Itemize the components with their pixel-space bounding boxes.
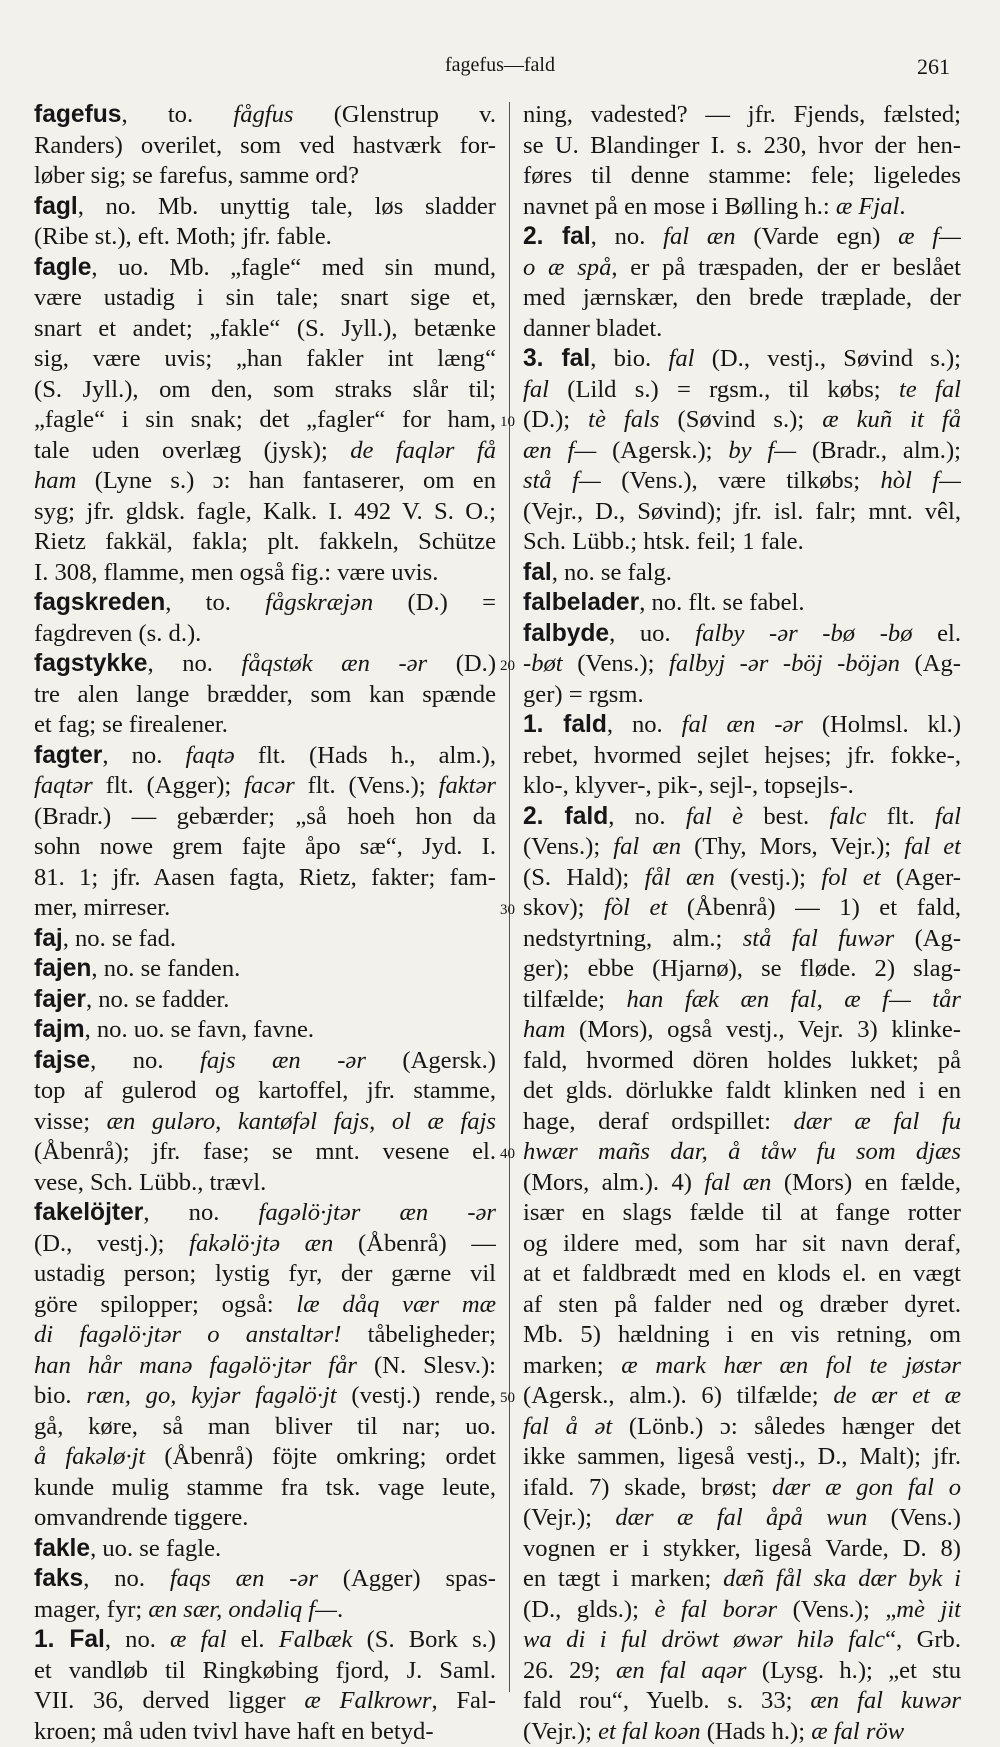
text-line: tale uden overlæg (jysk); de faqlər få (34, 436, 496, 467)
text-line: 3. fal, bio. fal (D., vestj., Søvind s.); (523, 344, 961, 375)
text-line: med jærnskær, den brede træplade, der (523, 283, 961, 314)
text-line: (D., vestj.); fakəlö·jtə æn (Åbenrå) — (34, 1229, 496, 1260)
text-line: 1. Fal, no. æ fal el. Falbæk (S. Bork s.) (34, 1625, 496, 1656)
text-line: klo-, klyver-, pik-, sejl-, topsejls-. (523, 771, 961, 802)
text-line: løber sig; se farefus, samme ord? (34, 161, 496, 192)
text-line: Sch. Lübb.; htsk. feil; 1 fale. (523, 527, 961, 558)
text-line: 2. fald, no. fal è best. falc flt. fal (523, 802, 961, 833)
text-line: 2. fal, no. fal æn (Varde egn) æ f— (523, 222, 961, 253)
text-line: ger); ebbe (Hjarnø), se fløde. 2) slag- (523, 954, 961, 985)
text-line: være ustadig i sin tale; snart sige et, (34, 283, 496, 314)
text-line: faj, no. se fad. (34, 924, 496, 955)
text-line: fakelöjter, no. fagəlö·jtər æn -ər (34, 1198, 496, 1229)
text-line: vese, Sch. Lübb., trævl. (34, 1168, 496, 1199)
text-line: fagefus, to. fågfus (Glenstrup v. (34, 100, 496, 131)
text-line: fal (Lild s.) = rgsm., til købs; te fal (523, 375, 961, 406)
line-number: 50 (500, 1390, 515, 1407)
text-line: fald, hvormed dören holdes lukket; på (523, 1046, 961, 1077)
text-line: bio. ræn, go, kyjər fagəlö·jt (vestj.) rende, (34, 1381, 496, 1412)
text-line: han hår manə fagəlö·jtər får (N. Slesv.): (34, 1351, 496, 1382)
text-line: -bøt (Vens.); falbyj -ər -böj -böjən (Ag- (523, 649, 961, 680)
text-line: æn f— (Agersk.); by f— (Bradr., alm.); (523, 436, 961, 467)
text-line: (Mors, alm.). 4) fal æn (Mors) en fælde, (523, 1168, 961, 1199)
text-line: fal, no. se falg. (523, 558, 961, 589)
text-line: (Ribe st.), eft. Moth; jfr. fable. (34, 222, 496, 253)
text-line: ger) = rgsm. (523, 680, 961, 711)
text-line: fakle, uo. se fagle. (34, 1534, 496, 1565)
text-line: fagdreven (s. d.). (34, 619, 496, 650)
text-line: Mb. 5) hældning i en vis retning, om (523, 1320, 961, 1351)
running-title: fagefus—fald (0, 54, 1000, 77)
text-line: stå f— (Vens.), være tilkøbs; hòl f— (523, 466, 961, 497)
text-line: fajse, no. fajs æn -ər (Agersk.) (34, 1046, 496, 1077)
column-rule (509, 102, 510, 1692)
text-line: og ildere med, som har sit navn deraf, (523, 1229, 961, 1260)
text-line: (Vejr.); et fal koən (Hads h.); æ fal röw (523, 1717, 961, 1747)
text-line: omvandrende tiggere. (34, 1503, 496, 1534)
text-line: (D., glds.); è fal borər (Vens.); „mè jit (523, 1595, 961, 1626)
text-line: sohn nowe grem fajte åpo sæ“, Jyd. I. (34, 832, 496, 863)
text-line: hage, deraf ordspillet: dær æ fal fu (523, 1107, 961, 1138)
text-line: fagstykke, no. fåqstøk æn -ər (D.) (34, 649, 496, 680)
text-line: top af gulerod og kartoffel, jfr. stamme, (34, 1076, 496, 1107)
text-line: føres til denne stamme: fele; ligeledes (523, 161, 961, 192)
text-line: I. 308, flamme, men også fig.: være uvis. (34, 558, 496, 589)
text-line: ham (Mors), også vestj., Vejr. 3) klinke- (523, 1015, 961, 1046)
text-line: (Bradr.) — gebærder; „så hoeh hon da (34, 802, 496, 833)
text-line: 26. 29; æn fal aqər (Lysg. h.); „et stu (523, 1656, 961, 1687)
text-line: en tægt i marken; dæñ fål ska dær byk i (523, 1564, 961, 1595)
text-line: (Vejr.); dær æ fal åpå wun (Vens.) (523, 1503, 961, 1534)
text-line: 81. 1; jfr. Aasen fagta, Rietz, fakter; fam- (34, 863, 496, 894)
text-line: fajen, no. se fanden. (34, 954, 496, 985)
text-line: fagl, no. Mb. unyttig tale, løs sladder (34, 192, 496, 223)
text-line: Rietz fakkäl, fakla; plt. fakkeln, Schütze (34, 527, 496, 558)
text-line: Randers) overilet, som ved hastværk for- (34, 131, 496, 162)
line-number: 30 (500, 902, 515, 919)
text-line: wa di i ful dröwt øwər hilə falc“, Grb. (523, 1625, 961, 1656)
text-line: (D.); tè fals (Søvind s.); æ kuñ it få (523, 405, 961, 436)
text-line: faks, no. faqs æn -ər (Agger) spas- (34, 1564, 496, 1595)
right-column (523, 100, 961, 1747)
text-line: (Åbenrå); jfr. fase; se mnt. vesene el. (34, 1137, 496, 1168)
text-line: snart et andet; „fakle“ (S. Jyll.), betænke (34, 314, 496, 345)
line-number: 40 (500, 1146, 515, 1163)
text-line: gå, køre, så man bliver til nar; uo. (34, 1412, 496, 1443)
text-line: rebet, hvormed sejlet hejses; jfr. fokke-, (523, 741, 961, 772)
text-line: danner bladet. (523, 314, 961, 345)
text-line: göre spilopper; også: læ dåq vær mæ (34, 1290, 496, 1321)
text-line: ikke sammen, ligeså vestj., D., Malt); jfr. (523, 1442, 961, 1473)
text-line: „fagle“ i sin snak; det „fagler“ for ham, (34, 405, 496, 436)
text-line: kunde mulig stamme fra tsk. vage leute, (34, 1473, 496, 1504)
text-line: navnet på en mose i Bølling h.: æ Fjal. (523, 192, 961, 223)
text-line: falbyde, uo. falby -ər -bø -bø el. (523, 619, 961, 650)
text-line: marken; æ mark hær æn fol te jøstər (523, 1351, 961, 1382)
text-line: ham (Lyne s.) ɔ: han fantaserer, om en (34, 466, 496, 497)
text-line: se U. Blandinger I. s. 230, hvor der hen- (523, 131, 961, 162)
text-line: mager, fyr; æn sær, ondəliq f—. (34, 1595, 496, 1626)
text-line: (S. Jyll.), om den, som straks slår til; (34, 375, 496, 406)
text-line: syg; jfr. gldsk. fagle, Kalk. I. 492 V. S. O.; (34, 497, 496, 528)
text-line: tilfælde; han fæk æn fal, æ f— tår (523, 985, 961, 1016)
text-line: skov); fòl et (Åbenrå) — 1) et fald, (523, 893, 961, 924)
text-line: fagle, uo. Mb. „fagle“ med sin mund, (34, 253, 496, 284)
text-line: kroen; må uden tvivl have haft en betyd- (34, 1717, 496, 1747)
left-column (34, 100, 496, 1747)
text-line: fajm, no. uo. se favn, favne. (34, 1015, 496, 1046)
page-number: 261 (917, 54, 950, 80)
text-line: et fag; se firealener. (34, 710, 496, 741)
text-line: o æ spå, er på træspaden, der er beslået (523, 253, 961, 284)
text-line: di fagəlö·jtər o anstaltər! tåbeligheder; (34, 1320, 496, 1351)
text-line: ifald. 7) skade, brøst; dær æ gon fal o (523, 1473, 961, 1504)
text-line: fagter, no. faqtə flt. (Hads h., alm.), (34, 741, 496, 772)
text-line: mer, mirreser. (34, 893, 496, 924)
text-line: tre alen lange brædder, som kan spænde (34, 680, 496, 711)
text-line: fald rou“, Yuelb. s. 33; æn fal kuwər (523, 1686, 961, 1717)
text-line: faqtər flt. (Agger); facər flt. (Vens.); faktər (34, 771, 496, 802)
text-line: nedstyrtning, alm.; stå fal fuwər (Ag- (523, 924, 961, 955)
text-line: fajer, no. se fadder. (34, 985, 496, 1016)
text-line: å fakəlø·jt (Åbenrå) föjte omkring; ordet (34, 1442, 496, 1473)
text-line: at et faldbrædt med en klods el. en vægt (523, 1259, 961, 1290)
text-line: sig, være uvis; „han fakler int læng“ (34, 344, 496, 375)
text-line: af sten på falder ned og dræber dyret. (523, 1290, 961, 1321)
text-line: falbelader, no. flt. se fabel. (523, 588, 961, 619)
text-line: (S. Hald); fål æn (vestj.); fol et (Ager- (523, 863, 961, 894)
text-line: det glds. dörlukke faldt klinken ned i en (523, 1076, 961, 1107)
text-line: 1. fald, no. fal æn -ər (Holmsl. kl.) (523, 710, 961, 741)
text-line: især en slags fælde til at fange rotter (523, 1198, 961, 1229)
text-line: (Agersk., alm.). 6) tilfælde; de ær et æ (523, 1381, 961, 1412)
text-line: fagskreden, to. fågskræjən (D.) = (34, 588, 496, 619)
text-line: (Vens.); fal æn (Thy, Mors, Vejr.); fal et (523, 832, 961, 863)
text-line: vognen er i stykker, ligeså Varde, D. 8) (523, 1534, 961, 1565)
text-line: (Vejr., D., Søvind); jfr. isl. falr; mnt. vêl, (523, 497, 961, 528)
text-line: hwær mañs dar, å tåw fu som djæs (523, 1137, 961, 1168)
text-line: VII. 36, derved ligger æ Falkrowr, Fal- (34, 1686, 496, 1717)
line-number: 20 (500, 658, 515, 675)
text-line: ustadig person; lystig fyr, der gærne vil (34, 1259, 496, 1290)
text-line: visse; æn guləro, kantøfəl fajs, ol æ fajs (34, 1107, 496, 1138)
text-line: fal å ət (Lönb.) ɔ: således hænger det (523, 1412, 961, 1443)
text-line: ning, vadested? — jfr. Fjends, fælsted; (523, 100, 961, 131)
line-number: 10 (500, 414, 515, 431)
text-line: et vandløb til Ringkøbing fjord, J. Saml. (34, 1656, 496, 1687)
running-head (0, 50, 1000, 84)
